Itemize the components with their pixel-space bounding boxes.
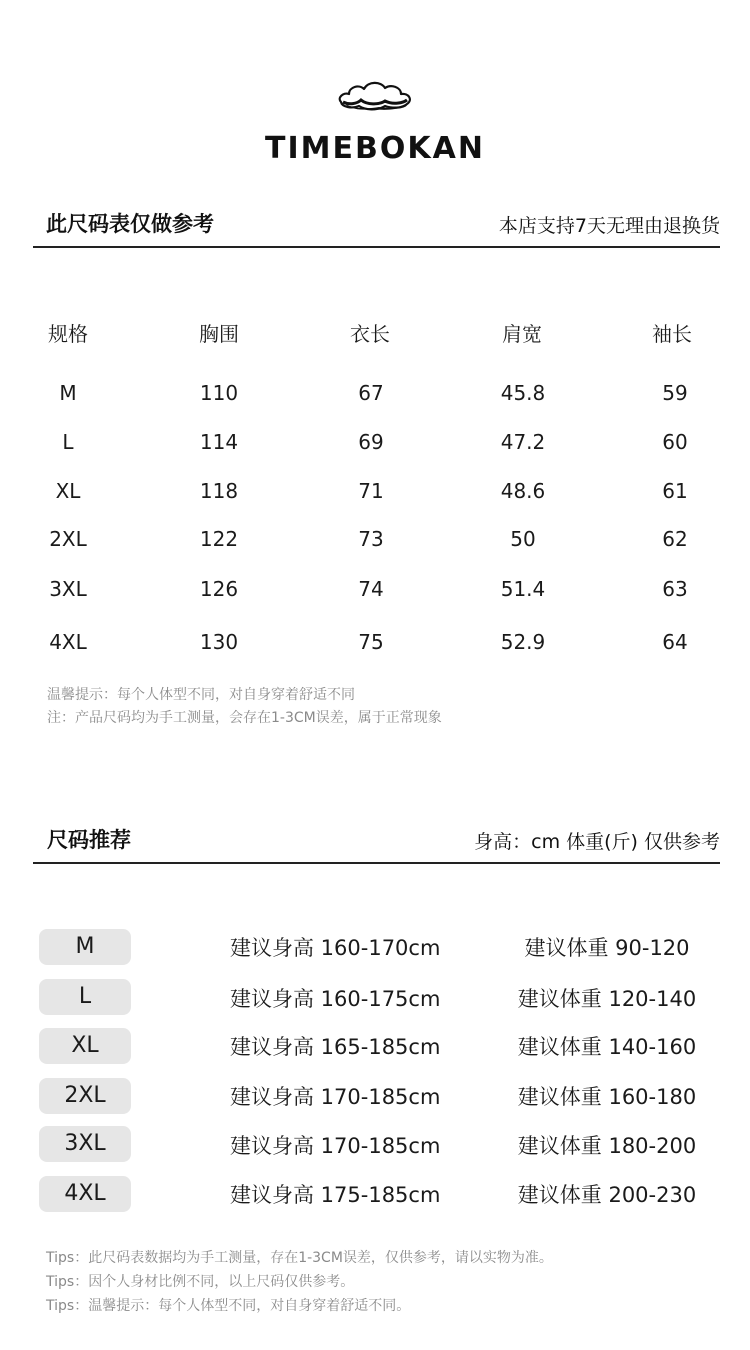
size-recommend-title: 尺码推荐 [47,828,131,852]
tip-text: Tips：温馨提示：每个人体型不同，对自身穿着舒适不同。 [46,1298,411,1314]
table-cell: 4XL [49,630,87,654]
size-badge: 2XL [39,1078,131,1114]
units-text: 身高：cm 体重(斤) 仅供参考 [474,831,720,853]
table-cell: 71 [358,479,384,503]
table-cell: 51.4 [500,577,546,601]
measurement-note: 注：产品尺码均为手工测量，会存在1-3CM误差，属于正常现象 [47,710,442,726]
table-cell: 45.8 [500,381,546,405]
height-recommendation: 建议身高 170-185cm [230,1085,441,1109]
table-cell: 114 [199,430,239,454]
table-cell: 122 [199,527,239,551]
table-cell: 62 [662,527,688,551]
height-recommendation: 建议身高 175-185cm [230,1183,441,1207]
tip-text: Tips：此尺码表数据均为手工测量，存在1-3CM误差，仅供参考，请以实物为准。 [46,1250,553,1266]
height-recommendation: 建议身高 160-175cm [230,987,441,1011]
height-recommendation: 建议身高 170-185cm [230,1134,441,1158]
height-recommendation: 建议身高 160-170cm [230,936,441,960]
brand-logo [0,78,750,167]
size-recommend-header [33,824,720,864]
weight-recommendation: 建议体重 120-140 [517,987,697,1011]
table-cell: 67 [358,381,384,405]
size-badge: 3XL [39,1126,131,1162]
table-cell: 130 [199,630,239,654]
table-cell: 73 [358,527,384,551]
table-cell: 52.9 [500,630,546,654]
size-badge: L [39,979,131,1015]
table-cell: 48.6 [500,479,546,503]
tip-text: Tips：因个人身材比例不同，以上尺码仅供参考。 [46,1274,355,1290]
table-cell: 60 [662,430,688,454]
size-chart-header [33,208,720,248]
weight-recommendation: 建议体重 180-200 [517,1134,697,1158]
size-badge: XL [39,1028,131,1064]
table-cell: 61 [662,479,688,503]
table-cell: 110 [199,381,239,405]
height-recommendation: 建议身高 165-185cm [230,1035,441,1059]
table-cell: M [59,381,77,405]
table-cell: 59 [662,381,688,405]
table-cell: 2XL [49,527,87,551]
column-header: 肩宽 [502,322,542,346]
table-cell: XL [55,479,81,503]
weight-recommendation: 建议体重 140-160 [517,1035,697,1059]
table-cell: 75 [358,630,384,654]
table-cell: L [62,430,74,454]
table-cell: 118 [199,479,239,503]
table-cell: 126 [199,577,239,601]
size-badge: M [39,929,131,965]
table-cell: 69 [358,430,384,454]
weight-recommendation: 建议体重 90-120 [524,936,690,960]
table-cell: 47.2 [500,430,546,454]
return-policy-text: 本店支持7天无理由退换货 [498,215,720,237]
column-header: 衣长 [350,322,390,346]
brand-name: TIMEBOKAN [265,131,485,166]
table-cell: 74 [358,577,384,601]
table-cell: 63 [662,577,688,601]
size-badge: 4XL [39,1176,131,1212]
weight-recommendation: 建议体重 200-230 [517,1183,697,1207]
table-cell: 64 [662,630,688,654]
table-cell: 3XL [49,577,87,601]
column-header: 袖长 [652,322,692,346]
table-cell: 50 [510,527,536,551]
weight-recommendation: 建议体重 160-180 [517,1085,697,1109]
fit-note: 温馨提示：每个人体型不同，对自身穿着舒适不同 [47,687,355,703]
cloud-icon [335,78,415,118]
column-header: 规格 [48,322,88,346]
size-chart-title: 此尺码表仅做参考 [46,212,214,236]
column-header: 胸围 [199,322,239,346]
